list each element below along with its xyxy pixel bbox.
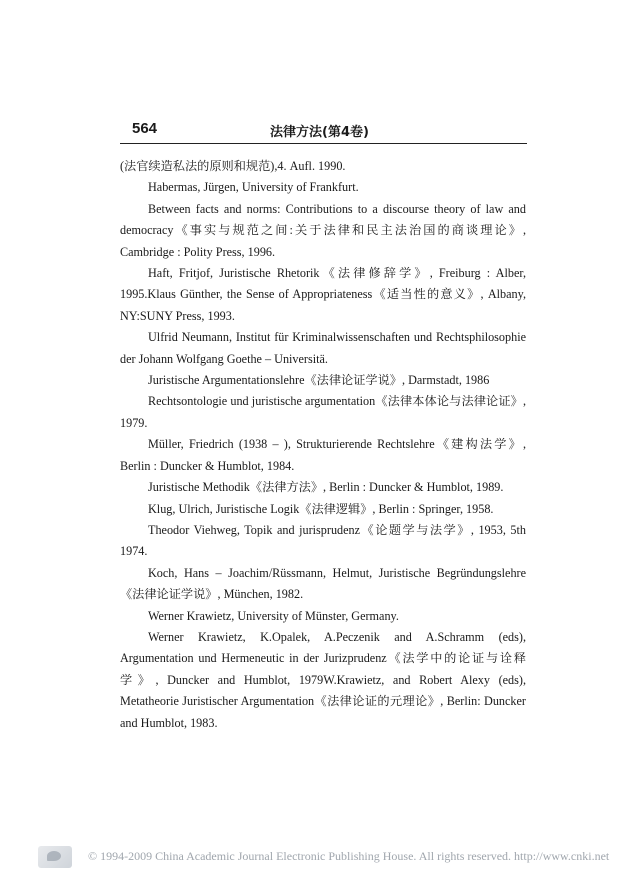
reference-entry: Juristische Argumentationslehre《法律论证学说》, Darmstadt, 1986 [148,373,490,388]
reference-entry: Ulfrid Neumann, Institut für Kriminalwissenschaften und Rechtsphilosophie der Johann Wolfgang Goethe – Universitä. [120,330,526,366]
reference-entry: Habermas, Jürgen, University of Frankfurt. [148,180,359,195]
reference-entry: Rechtsontologie und juristische argumentation《法律本体论与法律论证》, 1979. [120,394,526,430]
publisher-logo-icon [38,846,72,868]
reference-entry: Theodor Viehweg, Topik and jurisprudenz《论题学与法学》, 1953, 5th 1974. [120,522,526,559]
reference-entry: Werner Krawietz, University of Münster, Germany. [148,608,399,623]
page-number: 564 [132,120,158,137]
page-header [0,0,638,146]
copyright-notice: © 1994-2009 China Academic Journal Electronic Publishing House. All rights reserved. http://www.cnki.net [88,849,610,863]
reference-entry: Juristische Methodik《法律方法》, Berlin : Duncker & Humblot, 1989. [148,480,504,495]
header-rule [120,143,527,144]
reference-entry: Werner Krawietz, K.Opalek, A.Peczenik and A.Schramm (eds), Argumentation und Hermeneutic in der Jurizprudenz《法学中的论证与诠释学》, Duncker and Humblot, 1979W.Krawietz, and Robert Alexy (eds), Metatheorie Juristischer Argumentation《法律论证的元理论》, Berlin: Duncker and Humblot, 1983. [120,629,526,730]
running-title: 法律方法(第4卷) [270,125,369,140]
reference-entry: Haft, Fritjof, Juristische Rhetorik《法律修辞学》, Freiburg : Alber, 1995.Klaus Günther, the Sense of Appropriateness《适当性的意义》, Albany, NY:SUNY Press, 1993. [120,266,526,323]
reference-entry: Koch, Hans – Joachim/Rüssmann, Helmut, Juristische Begründungslehre《法律论证学说》, München, 1982. [120,565,526,602]
reference-entry: Klug, Ulrich, Juristische Logik《法律逻辑》, Berlin : Springer, 1958. [148,501,494,516]
reference-entry: (法官续造私法的原则和规范),4. Aufl. 1990. [120,159,346,173]
reference-entry: Müller, Friedrich (1938 – ), Strukturierende Rechtslehre《建构法学》, Berlin : Duncker & Humblot, 1984. [120,437,526,473]
page-footer [0,838,638,882]
reference-entry: Between facts and norms: Contributions to a discourse theory of law and democracy《事实与规范之间:关于法律和民主法治国的商谈理论》, Cambridge : Polity Press, 1996. [120,201,526,259]
reference-list [120,156,526,734]
